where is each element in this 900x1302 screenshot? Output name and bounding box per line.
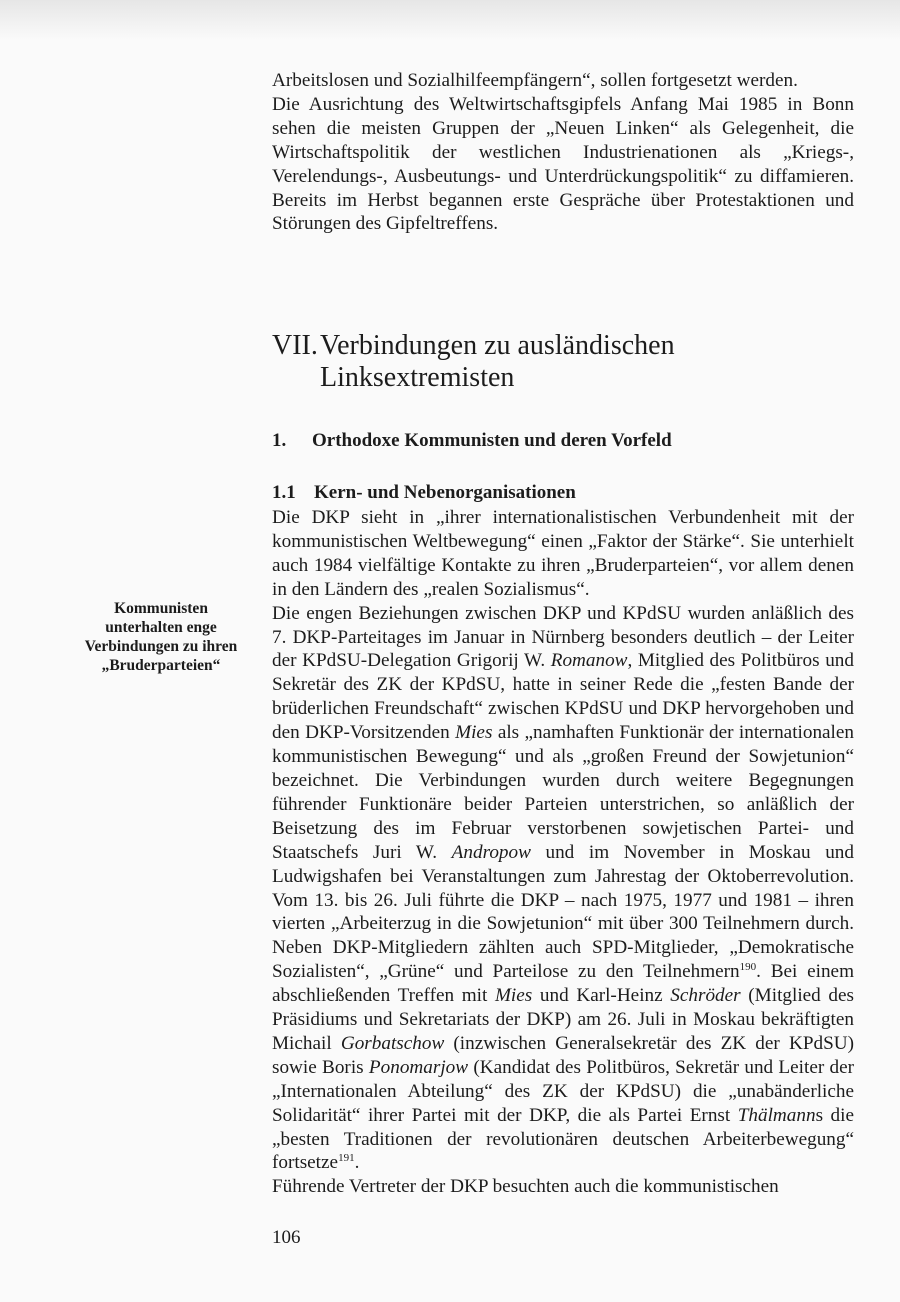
section-1-1-title: Kern- und Nebenorganisationen	[314, 482, 576, 503]
section-1-1-number: 1.1	[272, 482, 296, 503]
person-name: Mies	[455, 722, 493, 744]
paragraph-dkp-solidarity: Die DKP sieht in „ihrer internationalistischen Verbundenheit mit der kommunistischen Weltbewegung“ einen „Faktor der Stärke“. Sie unterhielt auch 1984 vielfältige Kontakte zu ihren „Bruderparteien“, vor allem denen in den Ländern des „realen Sozialismus“.	[272, 507, 854, 600]
person-name: Gorbatschow	[340, 1032, 445, 1054]
text-run: .	[354, 1152, 360, 1174]
section-heading-1	[272, 430, 672, 452]
footnote-ref-190: 190	[739, 961, 757, 974]
text-run: (inzwischen Generalsekretär des ZK der KPdSU) sowie Boris	[272, 1032, 854, 1078]
person-name: Schröder	[670, 985, 741, 1007]
person-name: Ponomarjow	[368, 1056, 469, 1078]
chapter-number: VII.	[272, 330, 318, 361]
paragraph-kpdsu-relations	[272, 602, 854, 1176]
intro-continued: Die Ausrichtung des Weltwirtschaftsgipfels Anfang Mai 1985 in Bonn sehen die meisten Gruppen der „Neuen Linken“ als Gelegenheit, die Wirtschaftspolitik der westlichen Industrienationen als „Kriegs-, Verelendungs-, Ausbeutungs- und Unterdrückungspolitik“ zu diffamieren. Bereits im Herbst begannen erste Gespräche über Protestaktionen und Störungen des Gipfeltreffens.	[272, 93, 854, 235]
chapter-title-line1: Verbindungen zu ausländischen	[320, 330, 675, 361]
person-name: Mies	[494, 985, 533, 1007]
person-name: Andropow	[451, 841, 531, 863]
text-run: und im November in Moskau und Ludwigshafen bei Veranstaltungen zum Jahrestag der Oktoberrevolution. Vom 13. bis 26. Juli führte die DKP – nach 1975, 1977 und 1981 – ihren vierten „Arbeiterzug in die Sowjetunion“ mit über 300 Teilnehmern durch. Neben DKP-Mitgliedern zählten auch SPD-Mitglieder, „Demokratische Sozialisten“, „Grüne“ und Parteilose zu den Teilnehmern	[272, 841, 854, 983]
footnote-ref-191: 191	[338, 1152, 355, 1165]
intro-paragraph	[272, 69, 854, 236]
chapter-title-line2: Linksextremisten	[320, 362, 515, 393]
text-run: s die „besten Traditionen der revolutionären deutschen Arbeiterbewegung“ fortsetze	[272, 1104, 854, 1174]
text-run: als „namhaften Funktionär der internationalen kommunistischen Bewegung“ und als „großen Freund der Sowjetunion“ bezeichnet. Die Verbindungen wurden durch weitere Begegnungen führender Funktionäre beider Parteien unterstrichen, so anläßlich der Beisetzung des im Februar verstorbenen sowjetischen Partei- und Staatschefs Juri W.	[272, 722, 854, 863]
page-number: 106	[272, 1227, 301, 1248]
margin-note: Kommunisten unterhalten enge Verbindungen zu ihren „Bruderparteien“	[84, 600, 238, 674]
scan-top-shadow	[0, 0, 900, 40]
person-name: Romanow	[550, 650, 628, 672]
text-run: . Bei einem abschließenden Treffen mit	[272, 961, 854, 1007]
text-run: (Mitglied des Präsidiums und Sekretariats der DKP) am 26. Juli in Moskau bekräftigten Michail	[272, 985, 854, 1054]
text-run: , Mitglied des Politbüros und Sekretär des ZK der KPdSU, hatte in seiner Rede die „festen Bande der brüderlichen Freundschaft“ zwischen KPdSU und DKP hervorgehoben und den DKP-Vorsitzenden	[272, 650, 854, 744]
intro-first-line: Arbeitslosen und Sozialhilfeempfängern“, sollen fortgesetzt werden.	[272, 70, 798, 91]
person-name: Thälmann	[737, 1104, 816, 1126]
section-heading-1-1	[272, 482, 576, 504]
chapter-heading	[272, 330, 675, 394]
text-run: (Kandidat des Politbüros, Sekretär und Leiter der „Internationalen Abteilung“ des ZK der KPdSU) die „unabänderliche Solidarität“ ihrer Partei mit der DKP, die als Partei Ernst	[272, 1056, 854, 1126]
body-column	[272, 506, 854, 1199]
text-run: Die engen Beziehungen zwischen DKP und KPdSU wurden anläßlich des 7. DKP-Parteitages im Januar in Nürnberg besonders deutlich – der Leiter der KPdSU-Delegation Grigorij W.	[272, 602, 854, 672]
section-1-number: 1.	[272, 430, 287, 451]
section-1-title: Orthodoxe Kommunisten und deren Vorfeld	[312, 430, 672, 451]
text-run: und Karl-Heinz	[532, 985, 671, 1007]
paragraph-dkp-visits: Führende Vertreter der DKP besuchten auch die kommunistischen	[272, 1176, 779, 1198]
